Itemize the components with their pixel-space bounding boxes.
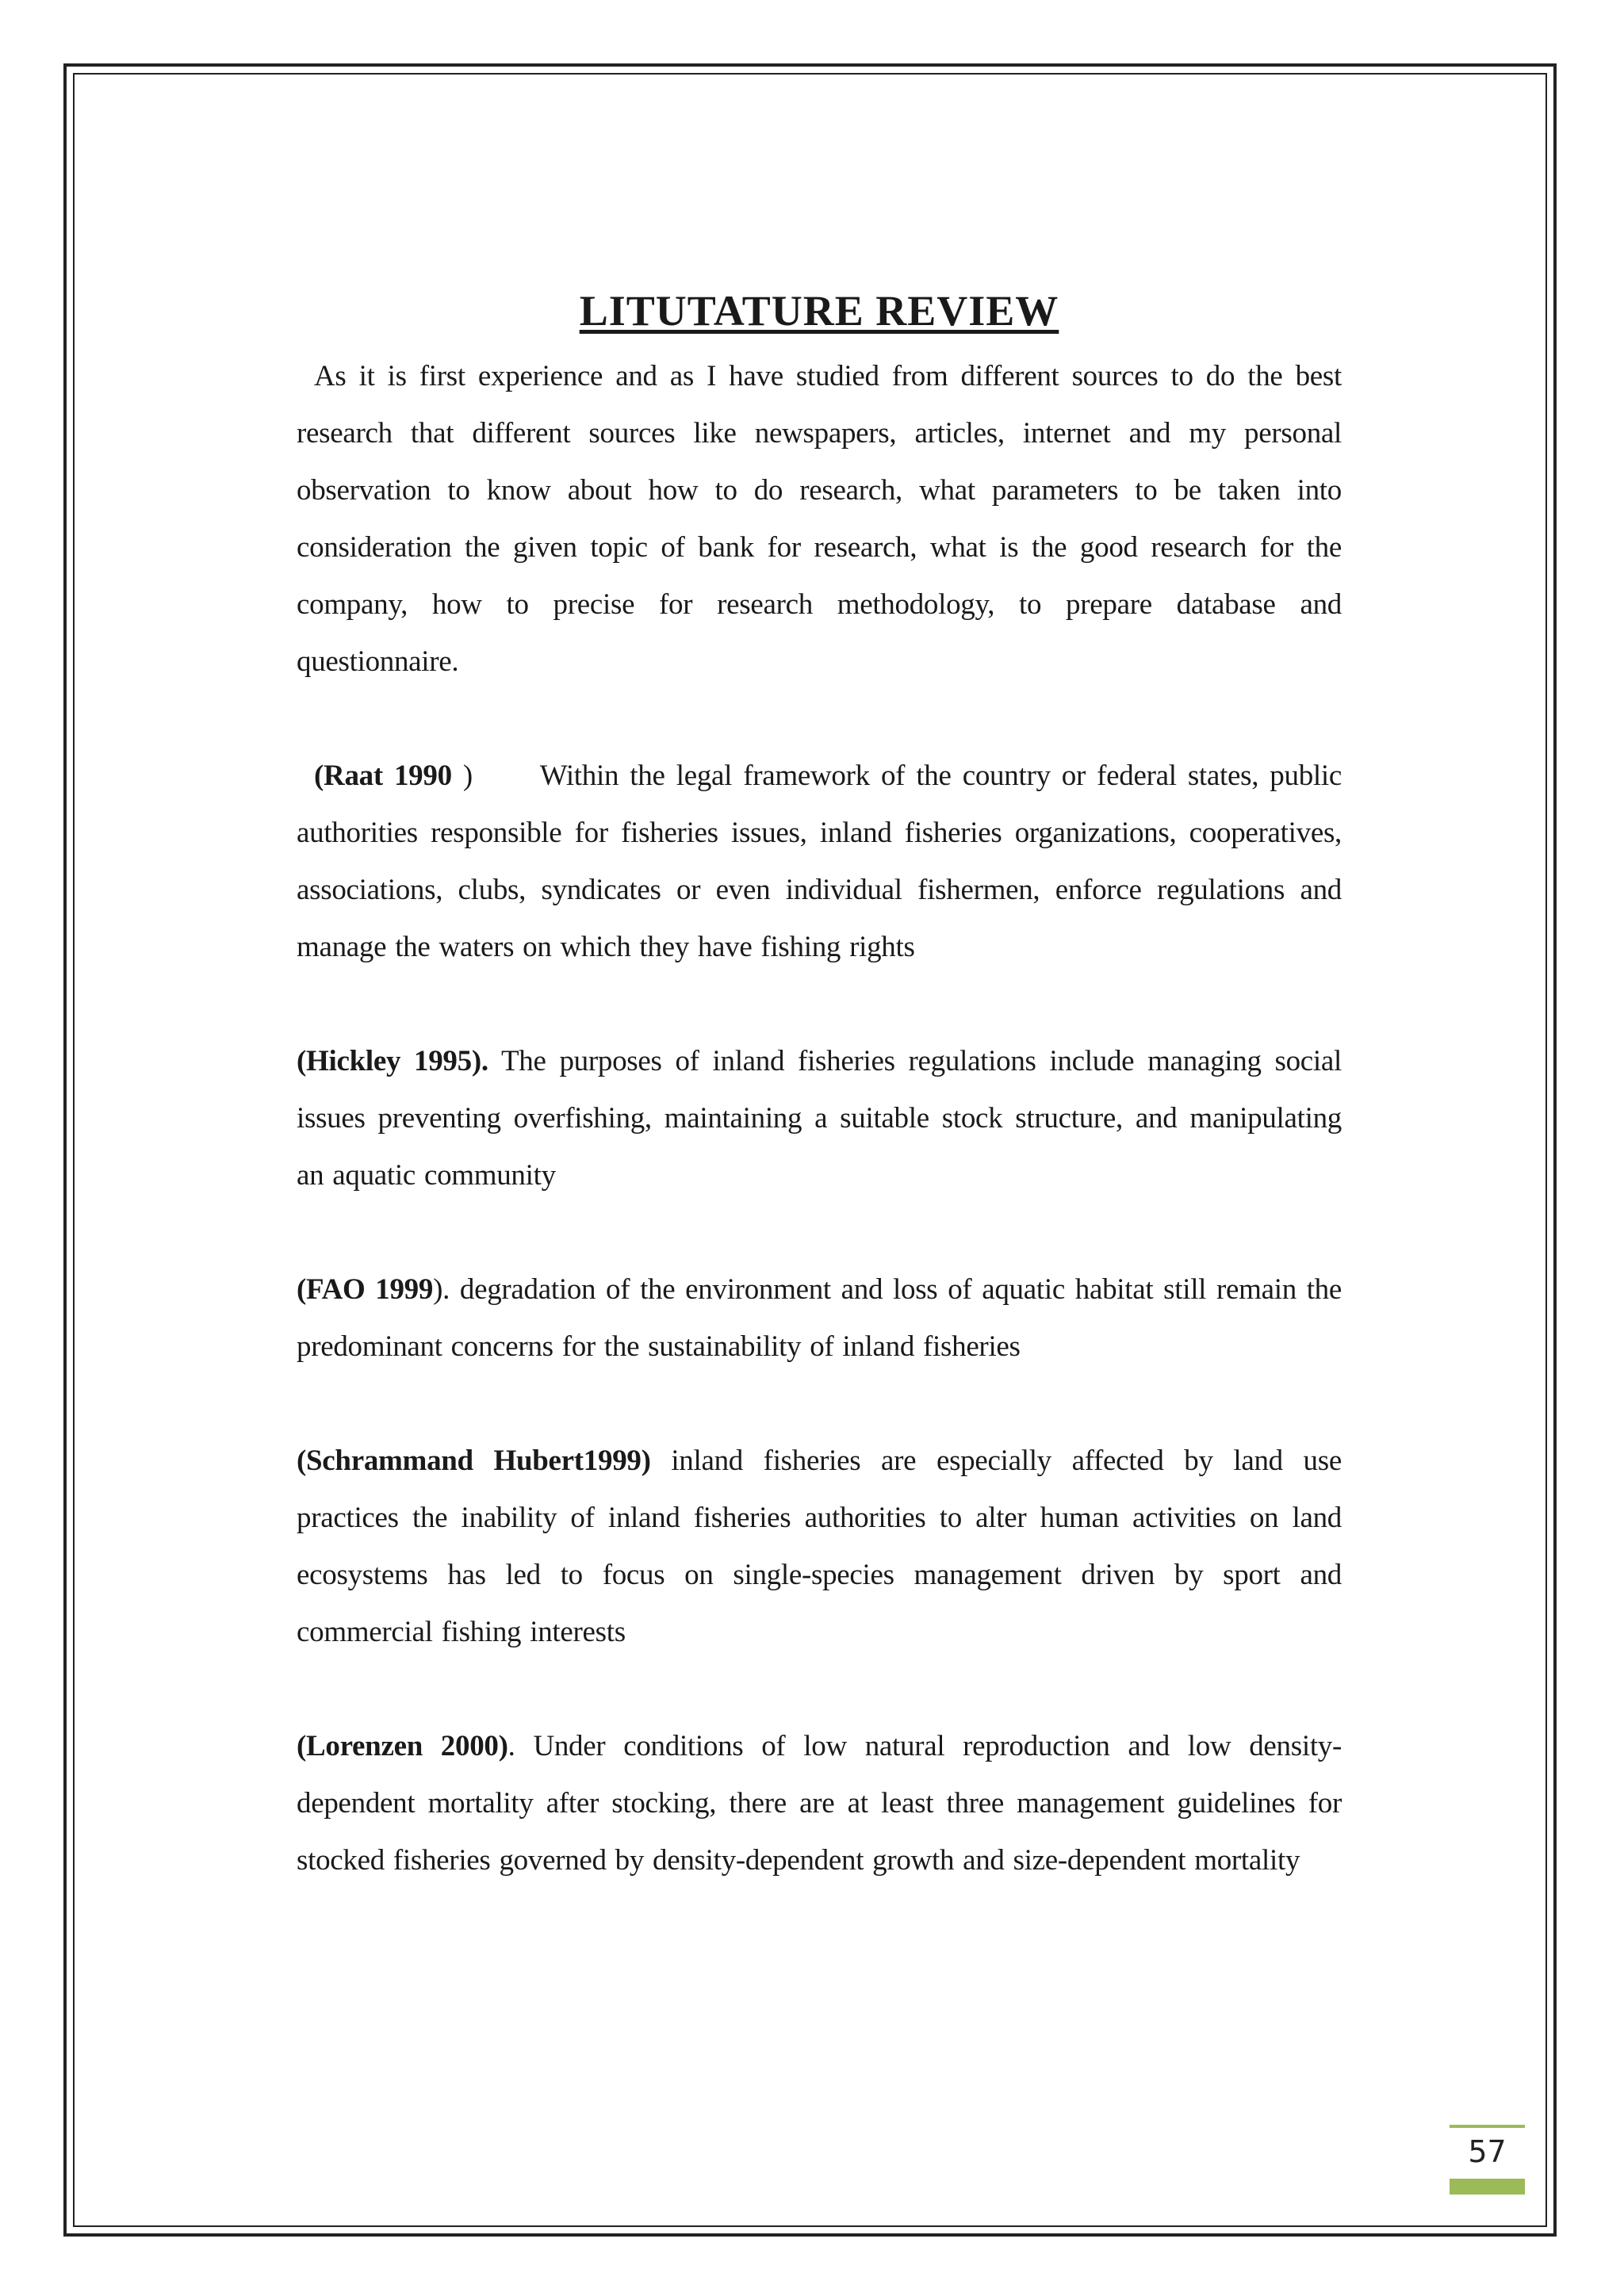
review-entry-hickley	[297, 1033, 1342, 1204]
review-entry-schramm-hubert	[297, 1433, 1342, 1661]
intro-paragraph	[297, 348, 1342, 691]
page-number-rule	[1450, 2125, 1525, 2128]
review-entry-fao	[297, 1261, 1342, 1376]
entry-text: The purposes of inland fisheries regulations include managing social issues preventing overfishing, maintaining a suitable stock structure, and manipulating an aquatic community	[297, 1044, 1342, 1192]
citation: (Lorenzen 2000)	[297, 1729, 508, 1762]
page-number-block	[1450, 2125, 1525, 2196]
review-entry-raat	[297, 748, 1342, 976]
entry-text: inland fisheries are especially affected by land use practices the inability of inland fisheries authorities to alter human activities on land ecosystems has led to focus on single-species management driven by sport and commercial fishing interests	[297, 1444, 1342, 1648]
intro-text: As it is first experience and as I have studied from different sources to do the best research that different sources like newspapers, articles, internet and my personal observation to know about how to do research, what parameters to be taken into consideration the given topic of bank for research, what is the good research for the company, how to precise for research methodology, to prepare database and questionnaire.	[297, 359, 1342, 678]
page-number-bar	[1450, 2179, 1525, 2195]
citation: (Schrammand Hubert1999)	[297, 1444, 651, 1477]
review-entry-lorenzen	[297, 1718, 1342, 1889]
citation-suffix: )	[451, 759, 473, 792]
entry-text: degradation of the environment and loss of aquatic habitat still remain the predominant concerns for the sustainability of inland fisheries	[297, 1272, 1342, 1363]
citation-suffix: .	[508, 1729, 515, 1762]
entry-text: Within the legal framework of the country or federal states, public authorities responsible for fisheries issues, inland fisheries organizations, cooperatives, associations, clubs, syndicates or even individual fishermen, enforce regulations and manage the waters on which they have fishing rights	[297, 759, 1342, 963]
citation-suffix: ).	[433, 1272, 450, 1306]
page-number: 57	[1468, 2134, 1507, 2169]
entry-text: Under conditions of low natural reproduction and low density-dependent mortality after stocking, there are at least three management guidelines for stocked fisheries governed by density-dependent growth and size-dependent mortality	[297, 1729, 1342, 1877]
page-title: LITUTATURE REVIEW	[579, 287, 1059, 335]
document-body	[297, 285, 1342, 1946]
citation: (Raat 1990	[314, 759, 452, 792]
citation: (FAO 1999	[297, 1272, 434, 1306]
citation: (Hickley 1995).	[297, 1044, 488, 1077]
